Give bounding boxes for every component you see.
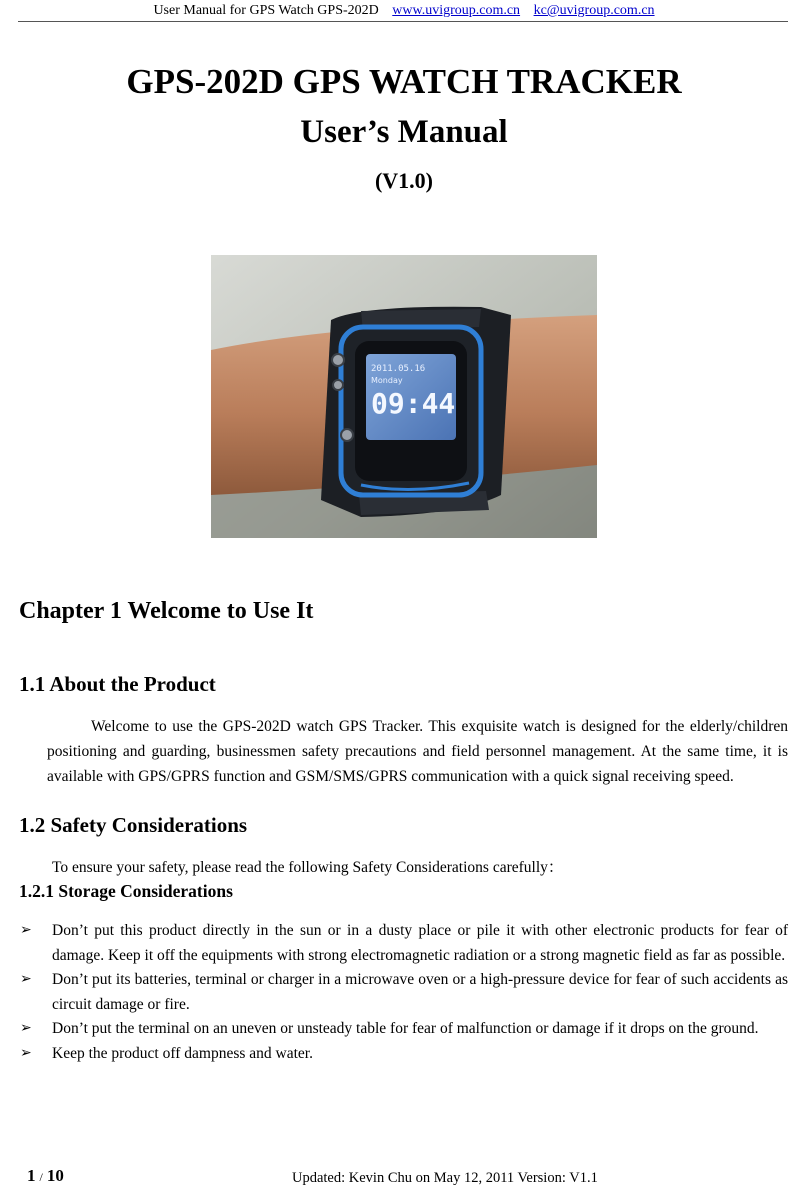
subsection-heading-storage: 1.2.1 Storage Considerations [19, 881, 233, 901]
document-title: GPS-202D GPS WATCH TRACKER [126, 62, 682, 101]
watch-day: Monday [371, 376, 403, 385]
page-separator: / [39, 1170, 43, 1184]
document-subtitle: User’s Manual [300, 114, 508, 150]
header-title: User Manual for GPS Watch GPS-202D [153, 3, 379, 18]
arrow-bullet-icon: ➢ [20, 1045, 32, 1061]
section-heading-about: 1.1 About the Product [19, 672, 216, 696]
arrow-bullet-icon: ➢ [20, 972, 32, 987]
page-number [27, 1165, 64, 1188]
arrow-bullet-icon: ➢ [20, 923, 32, 938]
storage-list [18, 919, 788, 1066]
section-heading-safety: 1.2 Safety Considerations [19, 813, 248, 837]
document-version: (V1.0) [374, 168, 434, 193]
page-current: 1 [27, 1166, 36, 1185]
list-item-text: Don’t put this product directly in the sun or in a dusty place or pile it with other electronic products for fear of damage. Keep it off the equipments with strong electromagnetic radiation or a strong magnetic field as far as possible. [52, 922, 788, 964]
list-item-text: Keep the product off dampness and water. [52, 1044, 313, 1062]
header-divider [18, 21, 788, 22]
list-item [18, 919, 788, 968]
safety-intro: To ensure your safety, please read the following Safety Considerations carefully： [52, 859, 564, 876]
list-item-text: Don’t put the terminal on an uneven or unsteady table for fear of malfunction or damage if it drops on the ground. [52, 1020, 759, 1037]
watch-date: 2011.05.16 [371, 364, 426, 374]
website-link[interactable]: www.uvigroup.com.cn [392, 3, 521, 18]
page-total: 10 [46, 1166, 64, 1185]
arrow-bullet-icon: ➢ [20, 1021, 32, 1036]
about-paragraph: Welcome to use the GPS-202D watch GPS Tracker. This exquisite watch is designed for the elderly/children positioning and guarding, businessmen safety precautions and field personnel management. At the same time, it is available with GPS/GPRS function and GSM/SMS/GPRS communication with a quick signal receiving speed. [47, 718, 788, 785]
watch-time: 09:44 [371, 387, 456, 420]
list-item-text: Don’t put its batteries, terminal or charger in a microwave oven or a high-pressure device for fear of such accidents as circuit damage or fire. [52, 971, 788, 1013]
page-header [0, 2, 808, 20]
footer-updated: Updated: Kevin Chu on May 12, 2011 Version: V1.1 [292, 1170, 598, 1186]
email-link[interactable]: kc@uvigroup.com.cn [533, 3, 655, 18]
list-item [18, 1042, 788, 1067]
list-item [18, 1017, 788, 1042]
list-item [18, 968, 788, 1017]
chapter-heading: Chapter 1 Welcome to Use It [19, 598, 314, 624]
product-photo [211, 255, 597, 538]
